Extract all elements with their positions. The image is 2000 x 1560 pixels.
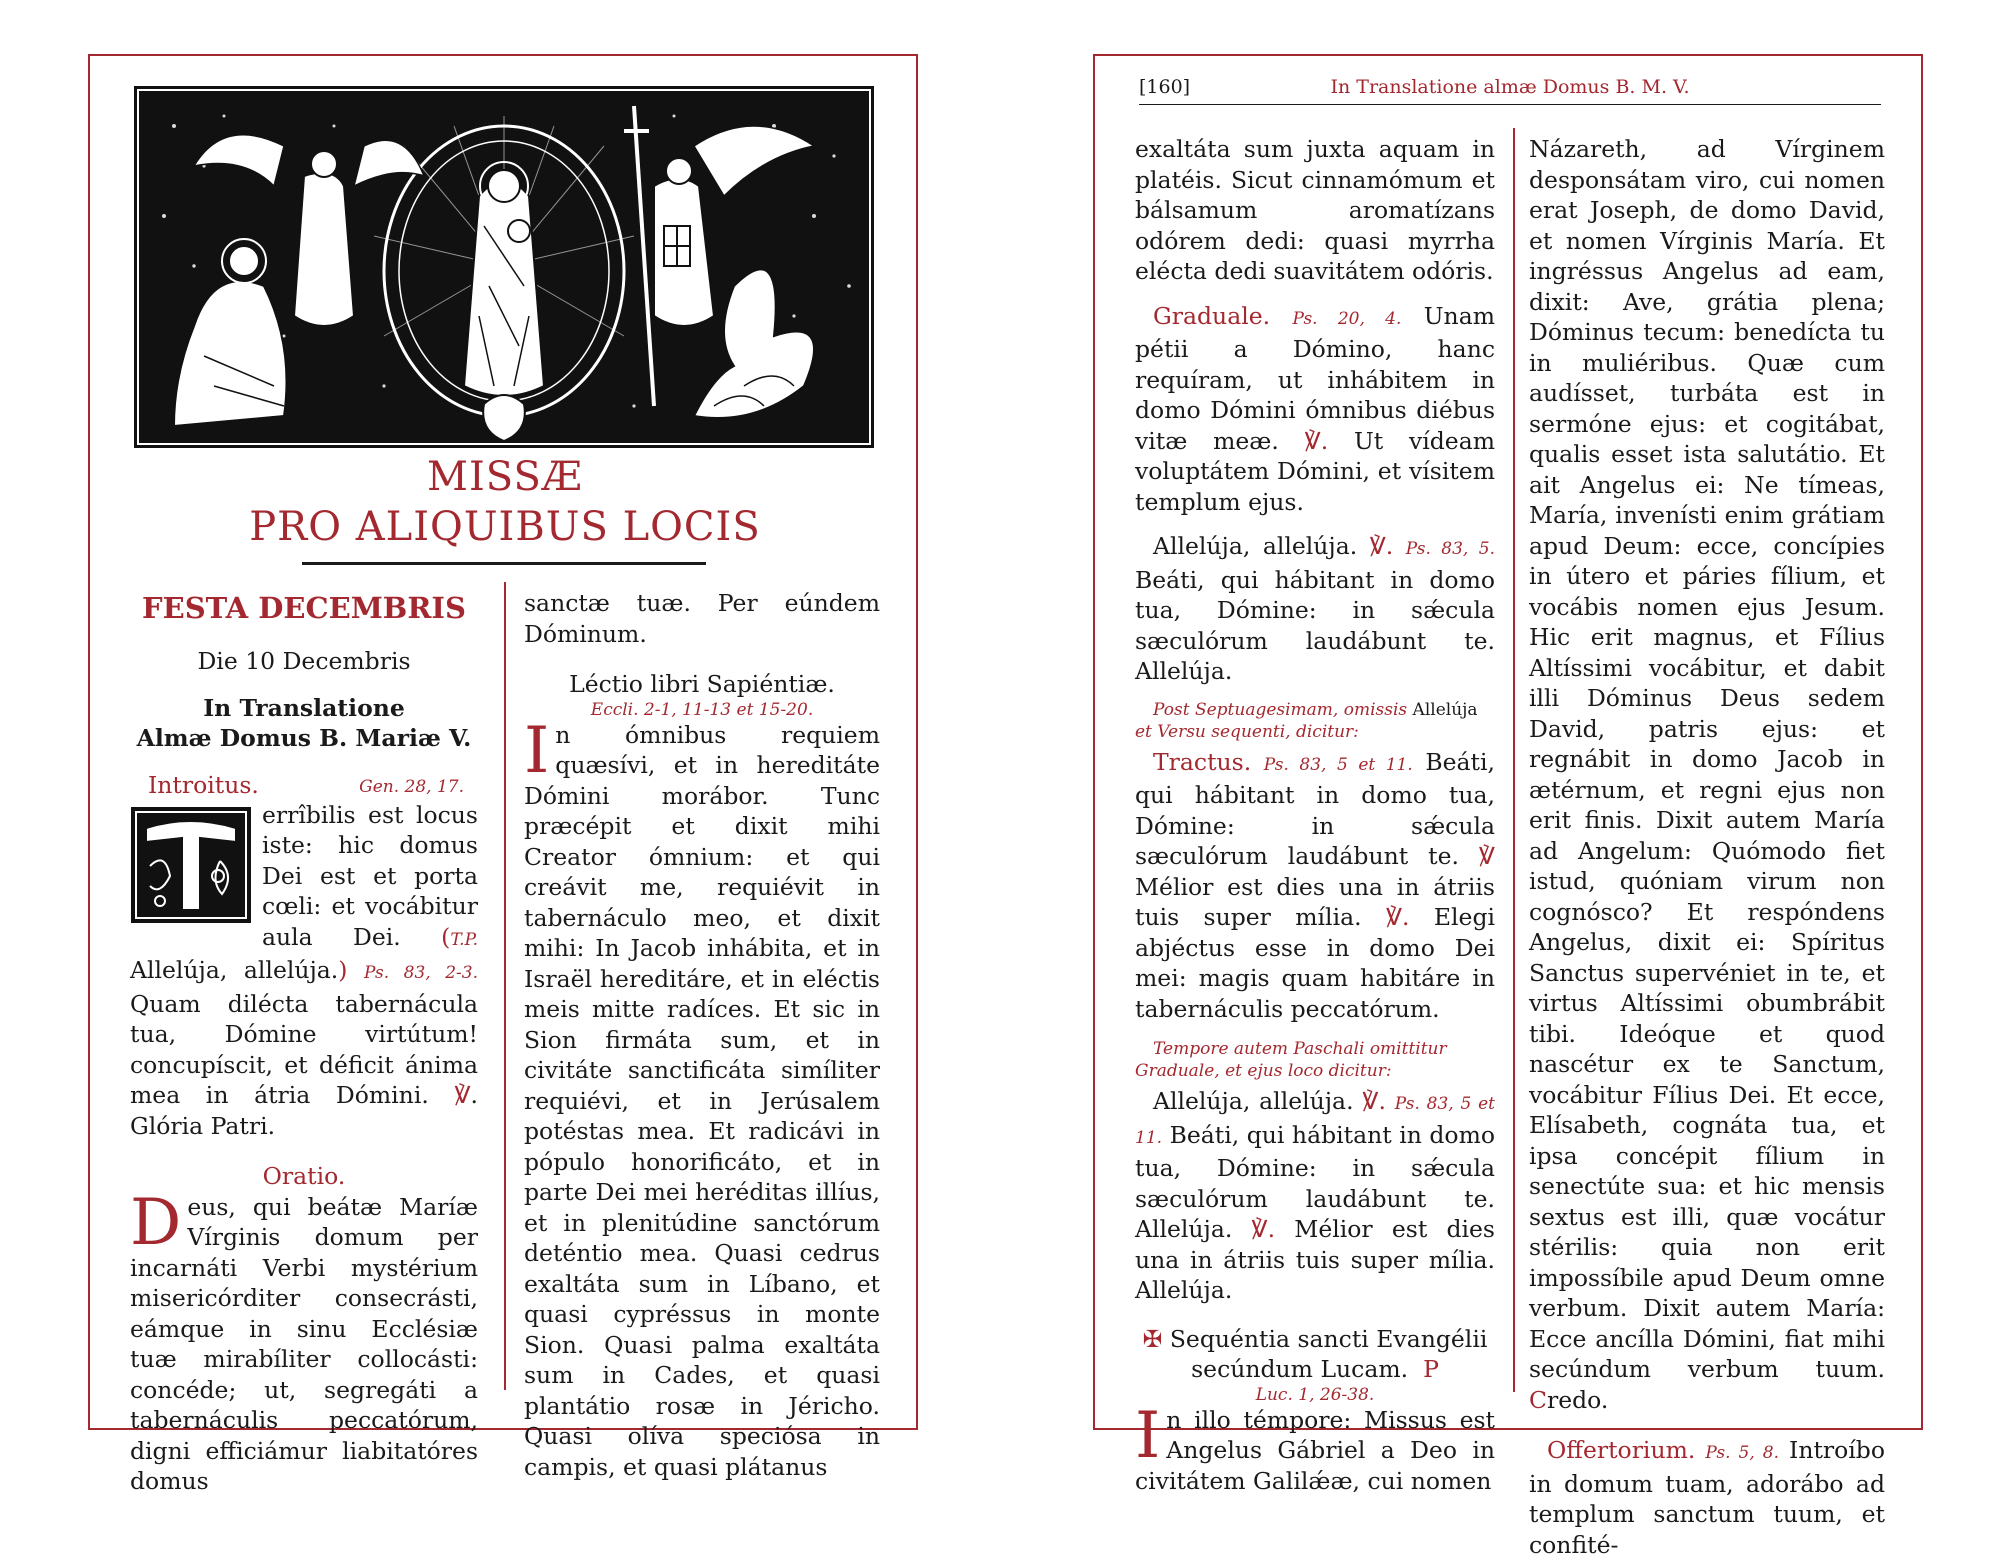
credo-rest: redo. (1546, 1385, 1609, 1414)
left-column-1 (130, 588, 478, 1497)
lectio-ref: Eccli. 2-1, 11-13 et 15-20. (590, 699, 814, 720)
credo-initial: C (1529, 1385, 1547, 1414)
cross-icon: ✠ (1142, 1324, 1163, 1353)
introitus-label: Introitus. (148, 770, 259, 799)
right-column-1 (1135, 134, 1495, 1496)
tractus-versicle-1: ℣ (1478, 842, 1495, 870)
alleluia-2-versicle-2: ℣. (1251, 1215, 1276, 1243)
rubric-1-part-b: Allelúja (1407, 699, 1478, 720)
title-underline (302, 562, 706, 565)
left-column-2 (524, 588, 880, 1482)
festa-heading: FESTA DECEMBRIS (142, 591, 466, 625)
graduale-block (1135, 301, 1495, 518)
feast-title-line1: In Translatione (203, 693, 405, 722)
introitus-block (130, 800, 478, 1142)
alleluia-2-versicle: ℣. (1362, 1087, 1386, 1115)
tractus-text-3: Elegi abjéctus esse in domo Dei mei: magis quam habitáre in tabernáculis peccatórum. (1135, 903, 1495, 1023)
evangelium-block (1135, 1398, 1495, 1497)
evangelium-text: n illo témpore: Missus est Angelus Gábriel a Deo in civitátem Galilǽæ, cui nomen (1135, 1405, 1495, 1495)
sequentia-p-mark: P (1423, 1355, 1439, 1383)
graduale-ref: Ps. 20, 4. (1292, 308, 1402, 329)
offertorium-block (1529, 1435, 1885, 1560)
feast-title-line2: Almæ Domus B. Mariæ V. (136, 724, 472, 752)
tp-open: ( (441, 922, 451, 951)
introitus-text: errîbilis est locus iste: hic domus Dei est et porta cœli: et vocábitur aula Dei. (262, 800, 478, 951)
offertorium-text: Introíbo in domum tuam, adorábo ad templum sanctum tuum, et confité- (1529, 1436, 1886, 1559)
oratio-continuation: sanctæ tuæ. Per eúndem Dóminum. (524, 589, 880, 648)
page-number: [160] (1139, 76, 1191, 98)
alleluia-block-1 (1135, 531, 1495, 687)
title-missae: MISSÆ (427, 454, 583, 500)
tp-label: T.P. (450, 929, 478, 950)
oratio-drop-cap: D (130, 1185, 182, 1260)
alleluia-1-ref: Ps. 83, 5. (1405, 539, 1495, 559)
tractus-block (1135, 747, 1495, 1025)
right-column-2 (1529, 134, 1885, 1560)
lectio-conclusion: exaltáta sum juxta aquam in platéis. Sicut cinnamómum et bálsamum aromatízans odórem dedi: quasi myrrha elécta dedi suavitátem odóris. (1135, 135, 1495, 285)
sequentia-heading (1135, 1324, 1495, 1385)
column-divider-right (1513, 128, 1515, 1392)
tractus-label: Tractus. (1153, 747, 1252, 776)
evangelium-continuation (1529, 134, 1885, 1415)
graduale-label: Graduale. (1153, 301, 1271, 330)
alleluia-1-text: Allelúja, allelúja. (1153, 532, 1358, 560)
versicle-symbol: ℣ (454, 1081, 471, 1109)
evangelium-continuation-text: Názareth, ad Vírginem desponsátam viro, cui nomen erat Joseph, de domo David, et nomen Vírginis María. Et ingréssus Angelus ad eam, dixit: Ave, grátia plena; Dóminus tecum: benedícta tu in muliéribus. Quæ cum audísset, turbáta est in sermóne ejus: et cogitábat, qualis esset ista salutátio. Et ait Angelus ei: Ne tímeas, María, invenísti enim grátiam apud Deum: ecce, concípies in útero et páries fílium, et vocábis nomen ejus Jesum. Hic erit magnus, et Fílius Altíssimi vocábitur, et dabit illi Dóminus Deus sedem David, patris ejus: et regnábit in domo Jacob in ætérnum, et regni ejus non erit finis. Dixit autem María ad Angelum: Quómodo fiet istud, quóniam virum non cognósco? Et respóndens Angelus, dixit ei: Spíritus Sanctus supervéniet in te, et virtus Altíssimi obumbrábit tibi. Ideóque et quod nascétur ex te Sanctum, vocábitur Fílius Dei. Et ecce, Elísabeth, cognáta tua, et ipsa concépit fílium in senectúte sua: et hic mensis sextus est illi, quæ vocátur stérilis: quia non erit impossíbile apud Deum omne verbum. Dixit autem María: Ecce ancílla Dómini, fiat mihi secúndum verbum tuum. (1529, 135, 1885, 1383)
tractus-text: Beáti, qui hábitant in domo tua, Dómine: in sǽcula sæculórum laudábunt te. (1135, 747, 1495, 870)
introitus-ref: Gen. 28, 17. (359, 776, 464, 797)
sequentia-ref: Luc. 1, 26-38. (1255, 1384, 1375, 1405)
offertorium-ref: Ps. 5, 8. (1705, 1443, 1779, 1463)
sequentia-line-1: Sequéntia sancti Evangélii (1162, 1324, 1488, 1353)
evangelium-drop-cap: I (1135, 1398, 1161, 1473)
alleluia-2-text: Allelúja, allelúja. (1153, 1087, 1354, 1115)
running-head (1139, 70, 1881, 105)
left-page (88, 54, 918, 1495)
sequentia-line-2: secúndum Lucam. (1191, 1355, 1409, 1383)
graduale-text: Unam pétii a Dómino, hanc requíram, ut inhábitem in domo Dómini ómnibus diébus vitæ meæ. (1135, 301, 1495, 455)
alleluia-2-ref: Ps. 83, 5 et 11. (1135, 1094, 1495, 1148)
offertorium-label: Offertorium. (1547, 1436, 1696, 1464)
tp-text: Allelúja, allelúja. (130, 956, 339, 984)
introitus-header (130, 770, 478, 800)
engraving-illustration (134, 86, 874, 448)
graduale-text-2: Ut vídeam voluptátem Dómini, et vísitem templum ejus. (1135, 426, 1495, 516)
column-divider-left (504, 582, 506, 1390)
tractus-text-2: Mélior est dies una in átriis tuis super mília. (1135, 872, 1495, 931)
tractus-versicle-2: ℣. (1385, 903, 1410, 931)
lectio-title: Léctio libri Sapiéntiæ. (569, 670, 835, 698)
right-page (1093, 54, 1923, 1559)
rubric-tempore-paschali: Tempore autem Paschali omittitur Graduale, et ejus loco dicitur: (1135, 1039, 1447, 1081)
lectio-block (524, 713, 880, 1483)
lectio-text: n ómnibus requiem quæsívi, et in hereditáte Dómini morábor. Tunc præcépit et dixit mihi Creator ómnium: et qui creávit me, requiévit in tabernáculo meo, et dixit mihi: In Jacob inhábita, et in Israël hereditáre, et in eléctis meis mitte radíces. Et sic in Sion firmáta sum, et in civitáte sanctificáta simíliter requiévi, et in Jerúsalem potéstas mea. Et radicávi in pópulo honorificáto, et in parte Dei mei heréditas illíus, et in plenitúdine sanctórum deténtio mea. Quasi cedrus exaltáta sum in Líbano, et quasi cypréssus in monte Sion. Quasi palma exaltáta sum in Cades, et quasi plantátio rosæ in Jéricho. Quasi olíva speciósa in campis, et quasi plátanus (524, 720, 880, 1481)
rubric-1-part-a: Post Septuagesimam, omissis (1153, 699, 1408, 720)
tp-close: ) (338, 956, 348, 984)
gloria-text: . Glória Patri. (130, 1081, 478, 1140)
alleluia-2-body: Beáti, qui hábitant in domo tua, Dómine: in sǽcula sæculórum laudábunt te. Allelúja. (1135, 1120, 1495, 1243)
illuminated-initial-t (130, 806, 252, 924)
psalm-text: Quam dilécta tabernácula tua, Dómine virtútum! concupíscit, et déficit ánima mea in átria Dómini. (130, 989, 478, 1109)
tractus-ref: Ps. 83, 5 et 11. (1263, 754, 1413, 775)
alleluia-2-body-2: Mélior est dies una in átriis tuis super mília. Allelúja. (1135, 1215, 1495, 1304)
title-pro-aliquibus-locis: PRO ALIQUIBUS LOCIS (249, 504, 761, 550)
oratio-block (130, 1185, 478, 1497)
alleluia-block-2 (1135, 1086, 1495, 1306)
lectio-drop-cap: I (524, 713, 550, 788)
oratio-label: Oratio. (262, 1162, 346, 1190)
rubric-1-part-c: et Versu sequenti, dicitur: (1135, 721, 1359, 742)
oratio-text: eus, qui beátæ Maríæ Vírginis domum per incarnáti Verbi mystérium misericórditer consecrásti, eámque in sinu Ecclésiæ tuæ mirabíliter collocásti: concéde; ut, segregáti a tabernáculis peccatórum, digni efficiámur liabitatóres domus (130, 1192, 478, 1495)
running-title: In Translatione almæ Domus B. M. V. (1330, 76, 1690, 98)
rubric-post-septuagesimam (1135, 699, 1495, 743)
graduale-versicle: ℣. (1304, 426, 1329, 455)
feast-date: Die 10 Decembris (197, 647, 411, 675)
alleluia-1-versicle: ℣. (1369, 532, 1394, 560)
psalm-ref: Ps. 83, 2-3. (364, 963, 478, 983)
alleluia-1-body: Beáti, qui hábitant in domo tua, Dómine: in sǽcula sæculórum laudábunt te. Allelúja. (1135, 565, 1495, 685)
